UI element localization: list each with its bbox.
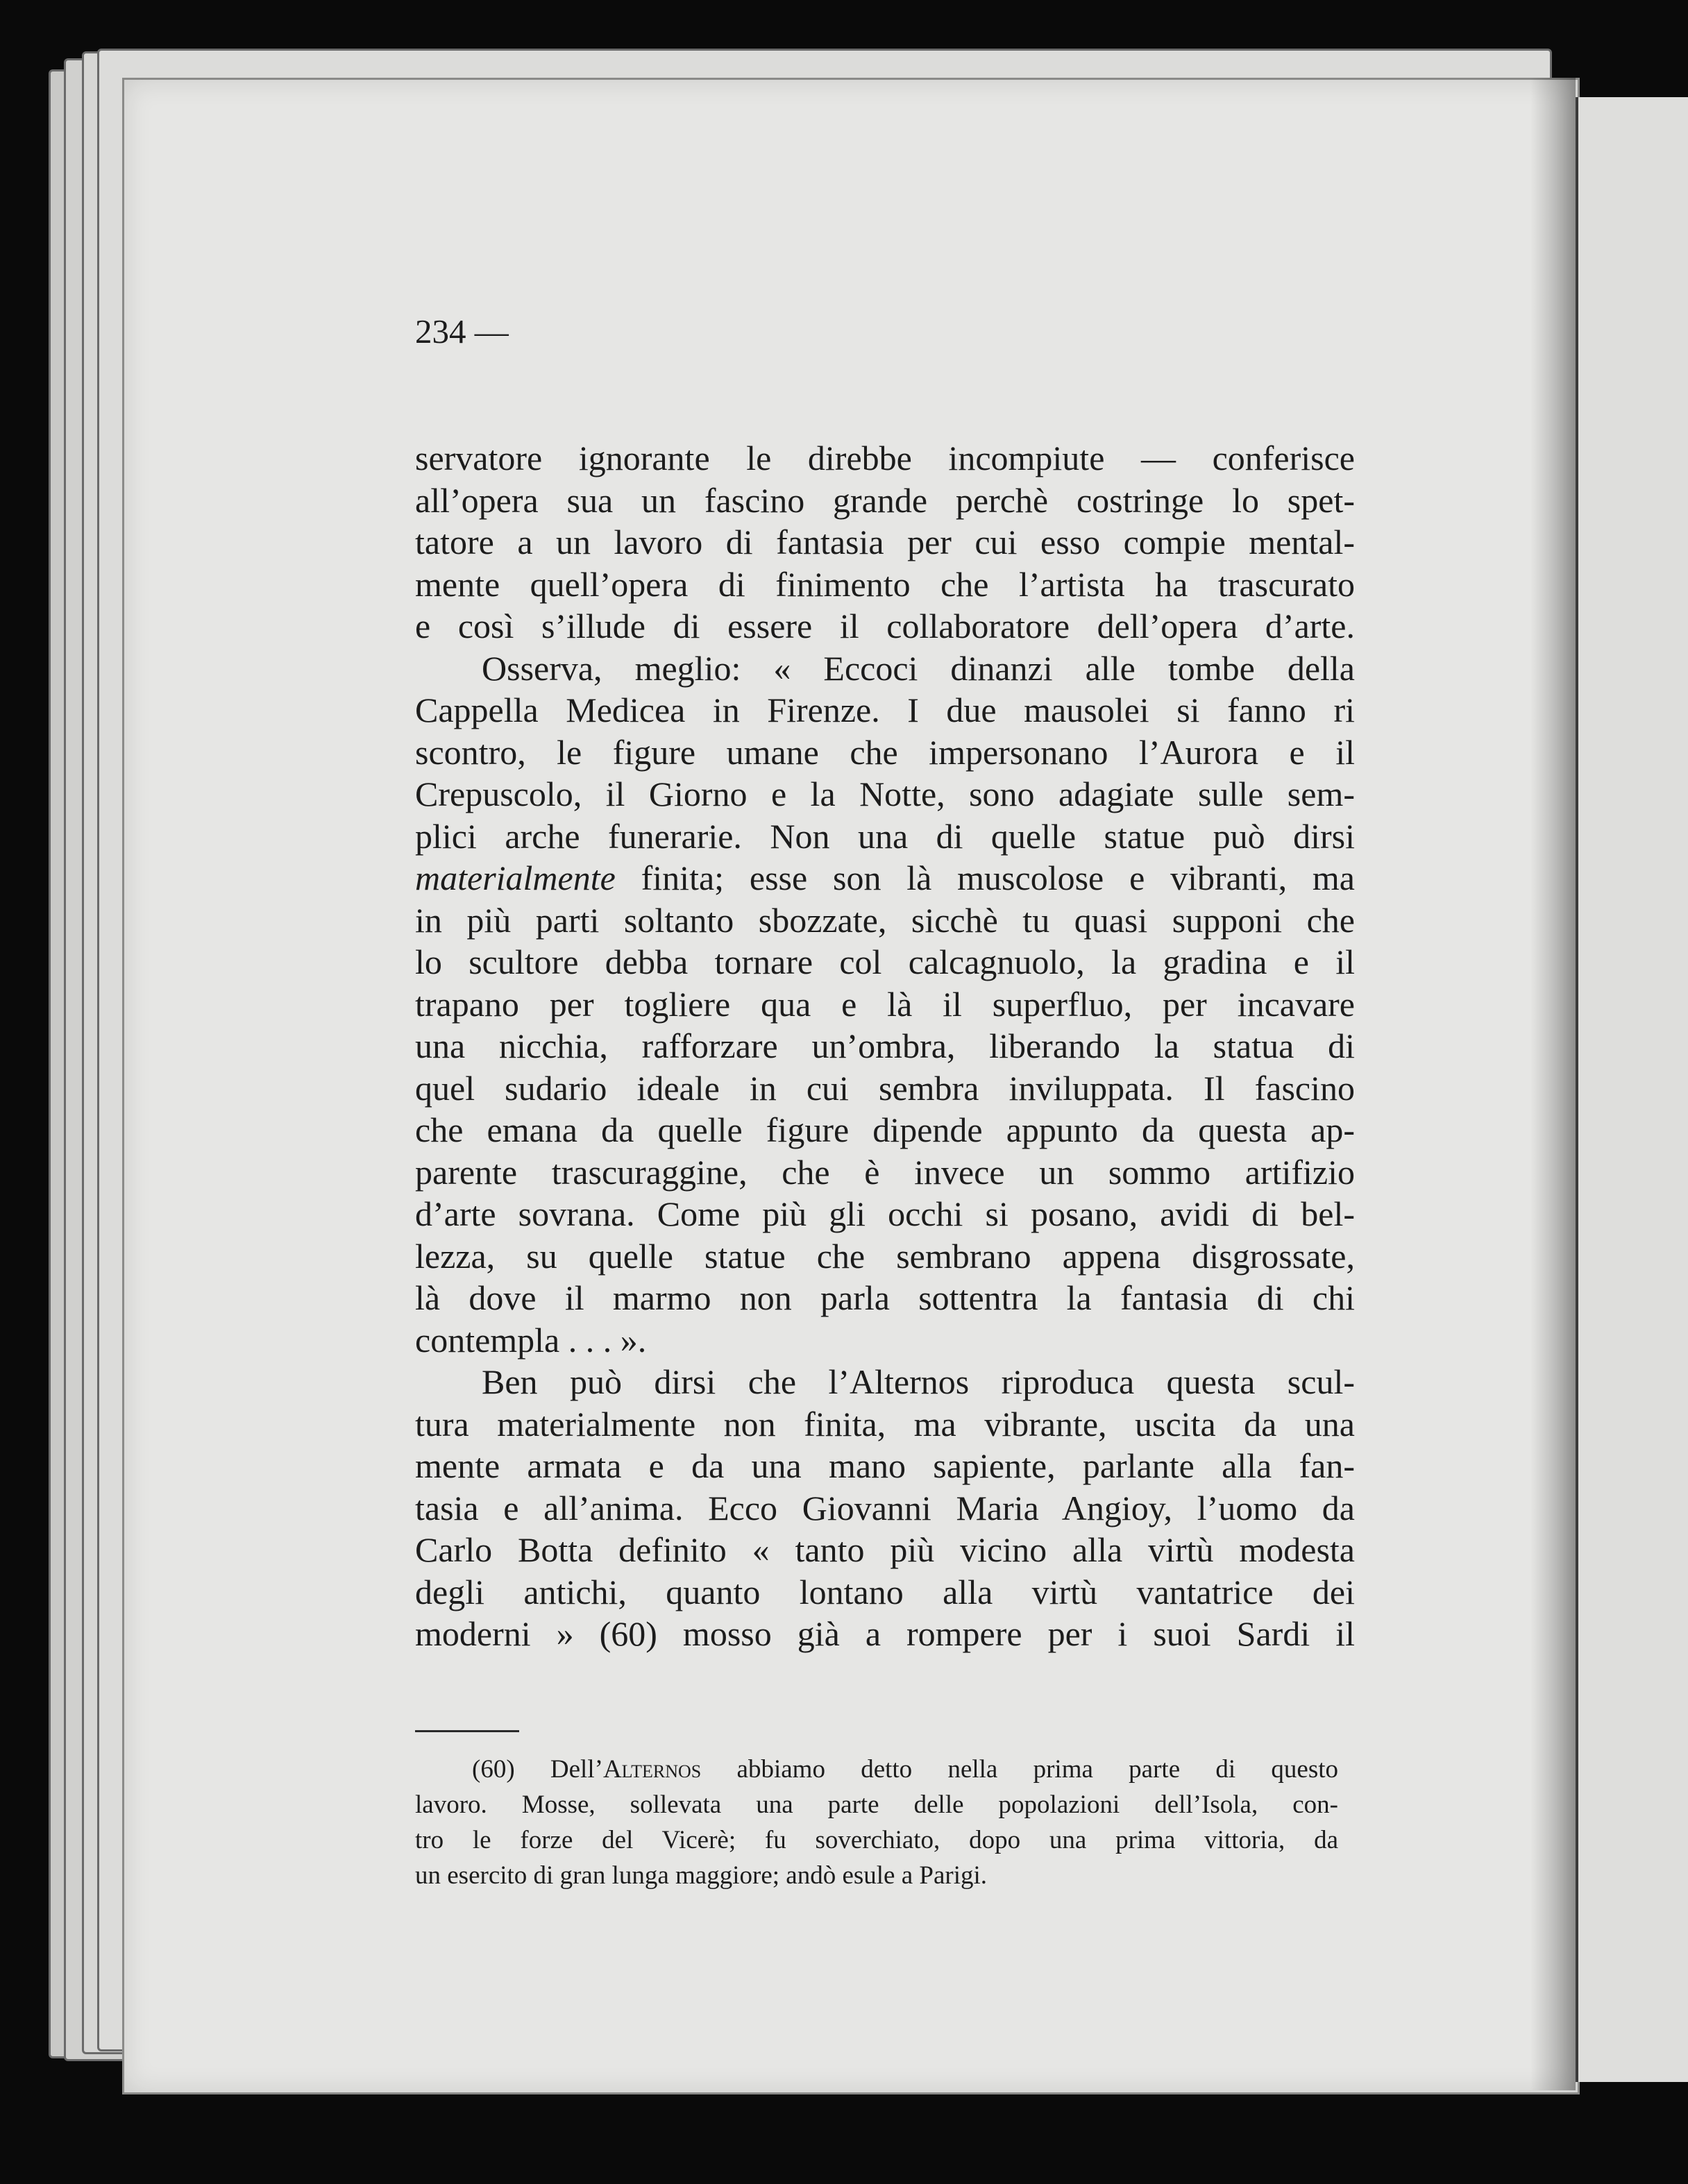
text-line: d’arte sovrana. Come più gli occhi si posano, avidi di bel- [415,1194,1355,1233]
text-line: trapano per togliere qua e là il superfluo, per incavare [415,984,1355,1024]
text-line: in più parti soltanto sbozzate, sicchè tu quasi supponi che [415,900,1355,940]
text-line: e così s’illude di essere il collaboratore dell’opera d’arte. [415,607,1355,645]
footnote-line [415,1752,1338,1787]
text-line [415,857,1355,899]
text-fragment: finita; esse son là muscolose e vibranti, ma [615,858,1355,897]
text-line: Carlo Botta definito « tanto più vicino alla virtù modesta [415,1530,1355,1569]
footnote-line: tro le forze del Vicerè; fu soverchiato, dopo una prima vittoria, da [415,1826,1338,1854]
text-line: Cappella Medicea in Firenze. I due mausolei si fanno ri [415,691,1355,729]
text-line: all’opera sua un fascino grande perchè costringe lo spet- [415,480,1355,520]
body-text [415,437,1355,1655]
book-gutter [1530,78,1576,2090]
text-line: tura materialmente non finita, ma vibrante, uscita da una [415,1404,1355,1444]
footnote-line: un esercito di gran lunga maggiore; andò esule a Parigi. [415,1861,988,1890]
text-line: servatore ignorante le direbbe incompiute — conferisce [415,439,1355,477]
text-line: tasia e all’anima. Ecco Giovanni Maria Angioy, l’uomo da [415,1488,1355,1527]
page-number: 234 — [415,312,509,350]
text-line: mente armata e da una mano sapiente, parlante alla fan- [415,1446,1355,1485]
text-line: contempla . . . ». [415,1320,647,1360]
text-line: moderni » (60) mosso già a rompere per i suoi Sardi il [415,1614,1355,1653]
text-line: mente quell’opera di finimento che l’artista ha trascurato [415,564,1355,604]
text-line: scontro, le figure umane che impersonano l’Aurora e il [415,732,1355,772]
text-line: una nicchia, rafforzare un’ombra, liberando la statua di [415,1026,1355,1065]
text-line: tatore a un lavoro di fantasia per cui esso compie mental- [415,523,1355,561]
text-line: lo scultore debba tornare col calcagnuolo, la gradina e il [415,942,1355,981]
footnote-marker: (60) Dell’ [472,1755,603,1784]
text-line: parente trascuraggine, che è invece un sommo artifizio [415,1152,1355,1192]
footnote [415,1752,1338,1893]
footnote-fragment: abbiamo detto nella prima parte di questo [701,1755,1339,1784]
footnote-rule [415,1730,519,1732]
footnote-name: Alternos [602,1755,702,1784]
text-line: che emana da quelle figure dipende appunto da questa ap- [415,1110,1355,1149]
text-line: Crepuscolo, il Giorno e la Notte, sono adagiate sulle sem- [415,774,1355,813]
text-line: quel sudario ideale in cui sembra inviluppata. Il fascino [415,1068,1355,1108]
text-line: là dove il marmo non parla sottentra la fantasia di chi [415,1278,1355,1317]
footnote-line: lavoro. Mosse, sollevata una parte delle popolazioni dell’Isola, con- [415,1791,1338,1819]
text-line: Osserva, meglio: « Eccoci dinanzi alle tombe della [482,648,1355,688]
facing-page-edge [1576,97,1688,2082]
text-line: degli antichi, quanto lontano alla virtù vantatrice dei [415,1572,1355,1611]
text-line: lezza, su quelle statue che sembrano appena disgrossate, [415,1236,1355,1276]
text-line: Ben può dirsi che l’Alternos riproduca questa scul- [482,1362,1355,1401]
text-line: plici arche funerarie. Non una di quelle statue può dirsi [415,816,1355,856]
italic-word: materialmente [415,858,616,897]
